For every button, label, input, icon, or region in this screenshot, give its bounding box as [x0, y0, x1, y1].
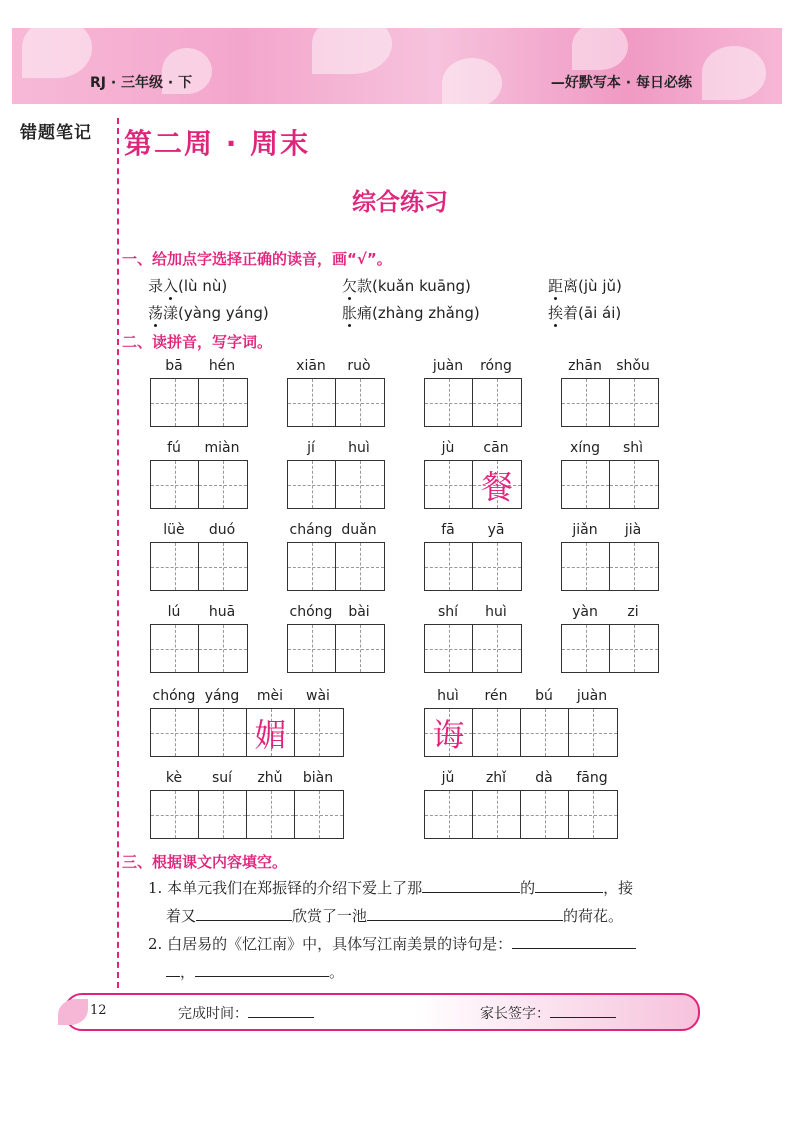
- tian-grid: [424, 378, 522, 427]
- question-text: ，接: [603, 879, 634, 897]
- tian-grid: [150, 708, 344, 757]
- pinyin-label: jǔ: [441, 770, 455, 786]
- page-number: 12: [90, 1003, 107, 1018]
- writing-cell[interactable]: [610, 461, 658, 508]
- pinyin-label: chóng: [152, 688, 196, 704]
- tian-grid: [287, 624, 385, 673]
- tian-grid: [150, 624, 248, 673]
- dotted-char: 荡: [148, 304, 164, 322]
- item-text: 漾: [163, 304, 179, 322]
- fill-question-2-line-1: [148, 933, 636, 954]
- pinyin-label: huì: [348, 440, 370, 456]
- answer-blank[interactable]: [196, 906, 292, 921]
- writing-cell[interactable]: [199, 461, 247, 508]
- writing-cell[interactable]: [151, 709, 199, 756]
- writing-cell[interactable]: [521, 791, 569, 838]
- pronunciation-item[interactable]: [548, 275, 622, 296]
- pinyin-label: juàn: [432, 358, 464, 374]
- writing-cell[interactable]: [336, 379, 384, 426]
- petal-decoration: [572, 28, 628, 70]
- pinyin-label: hén: [208, 358, 236, 374]
- writing-cell[interactable]: [288, 461, 336, 508]
- section-2-title: 二、读拼音，写字词。: [122, 333, 273, 351]
- tian-grid: [561, 460, 659, 509]
- question-text: 着又: [166, 907, 197, 925]
- pinyin-label: wài: [306, 688, 330, 704]
- handwritten-char: 诲: [432, 715, 465, 754]
- writing-cell[interactable]: [473, 379, 521, 426]
- writing-cell[interactable]: [288, 625, 336, 672]
- writing-cell[interactable]: [473, 709, 521, 756]
- fill-question-1-line-2: [166, 905, 623, 926]
- pinyin-label: jià: [624, 522, 642, 538]
- pinyin-label: miàn: [204, 440, 240, 456]
- pinyin-label: cháng: [289, 522, 333, 538]
- tian-grid: [150, 378, 248, 427]
- pinyin-label: zhān: [568, 358, 602, 374]
- pinyin-label: duǎn: [341, 522, 377, 538]
- tian-grid: [424, 624, 522, 673]
- writing-cell[interactable]: [473, 791, 521, 838]
- pronunciation-item[interactable]: [342, 302, 480, 323]
- pinyin-label: fāng: [576, 770, 608, 786]
- writing-cell[interactable]: [562, 625, 610, 672]
- question-text: 1. 本单元我们在郑振铎的介绍下爱上了那: [148, 879, 423, 897]
- answer-blank[interactable]: [535, 878, 603, 893]
- dotted-char: 欠: [342, 277, 358, 295]
- pinyin-label: biàn: [302, 770, 334, 786]
- tian-grid: [561, 378, 659, 427]
- pinyin-label: lú: [167, 604, 181, 620]
- pinyin-label: huì: [485, 604, 507, 620]
- item-text: 着: [563, 304, 579, 322]
- item-text: 录: [148, 277, 164, 295]
- writing-cell[interactable]: [425, 543, 473, 590]
- writing-cell[interactable]: [336, 543, 384, 590]
- writing-cell[interactable]: [247, 709, 295, 756]
- tian-grid: [287, 542, 385, 591]
- writing-cell[interactable]: [425, 625, 473, 672]
- pinyin-label: bā: [165, 358, 183, 374]
- pinyin-label: zi: [627, 604, 639, 620]
- writing-cell[interactable]: [562, 543, 610, 590]
- pinyin-label: huì: [437, 688, 459, 704]
- parent-signature-label: 家长签字：: [480, 1006, 550, 1022]
- pinyin-label: rén: [484, 688, 508, 704]
- pinyin-label: fú: [167, 440, 181, 456]
- question-text: 。: [329, 963, 345, 981]
- writing-cell[interactable]: [199, 709, 247, 756]
- writing-cell[interactable]: [199, 625, 247, 672]
- pinyin-label: suí: [211, 770, 233, 786]
- item-text: 离: [563, 277, 579, 295]
- question-text: 的荷花。: [563, 907, 624, 925]
- petal-decoration: [58, 999, 88, 1025]
- writing-cell[interactable]: [199, 791, 247, 838]
- writing-cell[interactable]: [247, 791, 295, 838]
- pinyin-label: yā: [487, 522, 505, 538]
- writing-cell[interactable]: [562, 379, 610, 426]
- answer-blank[interactable]: [367, 906, 563, 921]
- tian-grid: [561, 542, 659, 591]
- writing-cell[interactable]: [425, 709, 473, 756]
- writing-cell[interactable]: [151, 625, 199, 672]
- tian-grid: [150, 460, 248, 509]
- pinyin-options: (lù nù): [178, 277, 228, 295]
- pinyin-label: dà: [535, 770, 553, 786]
- question-text: 欣赏了一池: [292, 907, 368, 925]
- pronunciation-item[interactable]: [548, 302, 621, 323]
- writing-cell[interactable]: [425, 791, 473, 838]
- question-text: ，: [180, 963, 196, 981]
- writing-cell[interactable]: [336, 461, 384, 508]
- item-text: 款: [357, 277, 373, 295]
- page-footer: [64, 993, 700, 1031]
- writing-cell[interactable]: [569, 709, 617, 756]
- answer-blank[interactable]: [512, 934, 636, 949]
- week-title: 第二周 · 周末: [124, 127, 311, 160]
- dotted-char: 胀: [342, 304, 358, 322]
- section-3-title: 三、根据课文内容填空。: [122, 853, 288, 871]
- writing-cell[interactable]: [473, 543, 521, 590]
- pinyin-label: róng: [480, 358, 512, 374]
- writing-cell[interactable]: [199, 379, 247, 426]
- pinyin-label: bài: [348, 604, 370, 620]
- petal-decoration: [22, 28, 92, 78]
- answer-blank[interactable]: [422, 878, 520, 893]
- tian-grid: [424, 708, 618, 757]
- writing-cell[interactable]: [288, 543, 336, 590]
- pinyin-label: lüè: [163, 522, 185, 538]
- writing-cell[interactable]: [473, 625, 521, 672]
- petal-decoration: [312, 28, 392, 74]
- completion-time-field: [178, 1003, 314, 1023]
- item-text: 痛: [357, 304, 373, 322]
- book-series-label: —好默写本 · 每日必练: [550, 75, 692, 91]
- pinyin-label: shǒu: [616, 358, 650, 374]
- pinyin-label: bú: [535, 688, 553, 704]
- writing-cell[interactable]: [425, 461, 473, 508]
- tian-grid: [424, 542, 522, 591]
- book-grade-label: RJ · 三年级 · 下: [90, 75, 193, 91]
- dotted-char: 距: [548, 277, 564, 295]
- completion-time-label: 完成时间：: [178, 1006, 248, 1022]
- tian-grid: [287, 378, 385, 427]
- writing-cell[interactable]: [569, 791, 617, 838]
- pinyin-label: fā: [441, 522, 455, 538]
- pinyin-options: (zhàng zhǎng): [372, 304, 480, 322]
- fill-question-2-line-2: [166, 961, 344, 982]
- pinyin-label: yáng: [204, 688, 240, 704]
- tian-grid: [424, 460, 522, 509]
- writing-cell[interactable]: [562, 461, 610, 508]
- writing-cell[interactable]: [151, 791, 199, 838]
- writing-cell[interactable]: [425, 379, 473, 426]
- tian-grid: [561, 624, 659, 673]
- pinyin-label: huā: [208, 604, 236, 620]
- writing-cell[interactable]: [521, 709, 569, 756]
- writing-cell[interactable]: [151, 379, 199, 426]
- margin-divider: [117, 118, 119, 988]
- pinyin-options: (jù jǔ): [578, 277, 622, 295]
- mistake-notes-label: 错题笔记: [20, 123, 92, 143]
- dotted-char: 入: [163, 277, 179, 295]
- pinyin-label: shì: [622, 440, 644, 456]
- pinyin-options: (yàng yáng): [178, 304, 269, 322]
- pinyin-label: zhǐ: [485, 770, 507, 786]
- pronunciation-item[interactable]: [148, 275, 227, 296]
- writing-cell[interactable]: [288, 379, 336, 426]
- pinyin-options: (kuǎn kuāng): [372, 277, 471, 295]
- writing-cell[interactable]: [610, 625, 658, 672]
- question-text: 的: [520, 879, 536, 897]
- pinyin-label: xiān: [296, 358, 326, 374]
- pinyin-label: ruò: [347, 358, 371, 374]
- writing-cell[interactable]: [336, 625, 384, 672]
- answer-blank[interactable]: [195, 962, 329, 977]
- fill-question-1-line-1: [148, 877, 633, 898]
- writing-cell[interactable]: [610, 543, 658, 590]
- parent-signature-field: [480, 1003, 616, 1023]
- pinyin-label: shí: [437, 604, 459, 620]
- exercise-title: [0, 182, 800, 217]
- dotted-char: 挨: [548, 304, 564, 322]
- tian-grid: [150, 790, 344, 839]
- answer-blank[interactable]: [166, 962, 180, 977]
- handwritten-char: 媚: [254, 715, 287, 754]
- parent-signature-blank[interactable]: [550, 1003, 616, 1018]
- pinyin-label: duó: [208, 522, 236, 538]
- exercise-title-text: 综合练习: [352, 188, 448, 216]
- pinyin-label: jiǎn: [572, 522, 598, 538]
- pronunciation-item[interactable]: [148, 302, 269, 323]
- section-1-title: 一、给加点字选择正确的读音，画“√”。: [122, 250, 392, 268]
- tian-grid: [150, 542, 248, 591]
- writing-cell[interactable]: [199, 543, 247, 590]
- pinyin-label: xíng: [570, 440, 600, 456]
- pinyin-label: kè: [165, 770, 183, 786]
- writing-cell[interactable]: [151, 461, 199, 508]
- tian-grid: [424, 790, 618, 839]
- pinyin-label: mèi: [256, 688, 284, 704]
- question-text: 2. 白居易的《忆江南》中，具体写江南美景的诗句是：: [148, 935, 513, 953]
- writing-cell[interactable]: [151, 543, 199, 590]
- petal-decoration: [702, 46, 766, 100]
- writing-cell[interactable]: [473, 461, 521, 508]
- handwritten-char: 餐: [480, 467, 513, 506]
- pinyin-label: chóng: [289, 604, 333, 620]
- pinyin-label: zhǔ: [257, 770, 283, 786]
- tian-grid: [287, 460, 385, 509]
- pinyin-options: (āi ái): [578, 304, 622, 322]
- writing-cell[interactable]: [295, 791, 343, 838]
- pronunciation-item[interactable]: [342, 275, 471, 296]
- pinyin-label: jí: [307, 440, 315, 456]
- writing-cell[interactable]: [295, 709, 343, 756]
- pinyin-label: yàn: [572, 604, 598, 620]
- petal-decoration: [442, 58, 502, 104]
- completion-time-blank[interactable]: [248, 1003, 314, 1018]
- pinyin-label: cān: [483, 440, 509, 456]
- pinyin-label: juàn: [576, 688, 608, 704]
- writing-cell[interactable]: [610, 379, 658, 426]
- page-header: [12, 28, 782, 104]
- pinyin-label: jù: [441, 440, 455, 456]
